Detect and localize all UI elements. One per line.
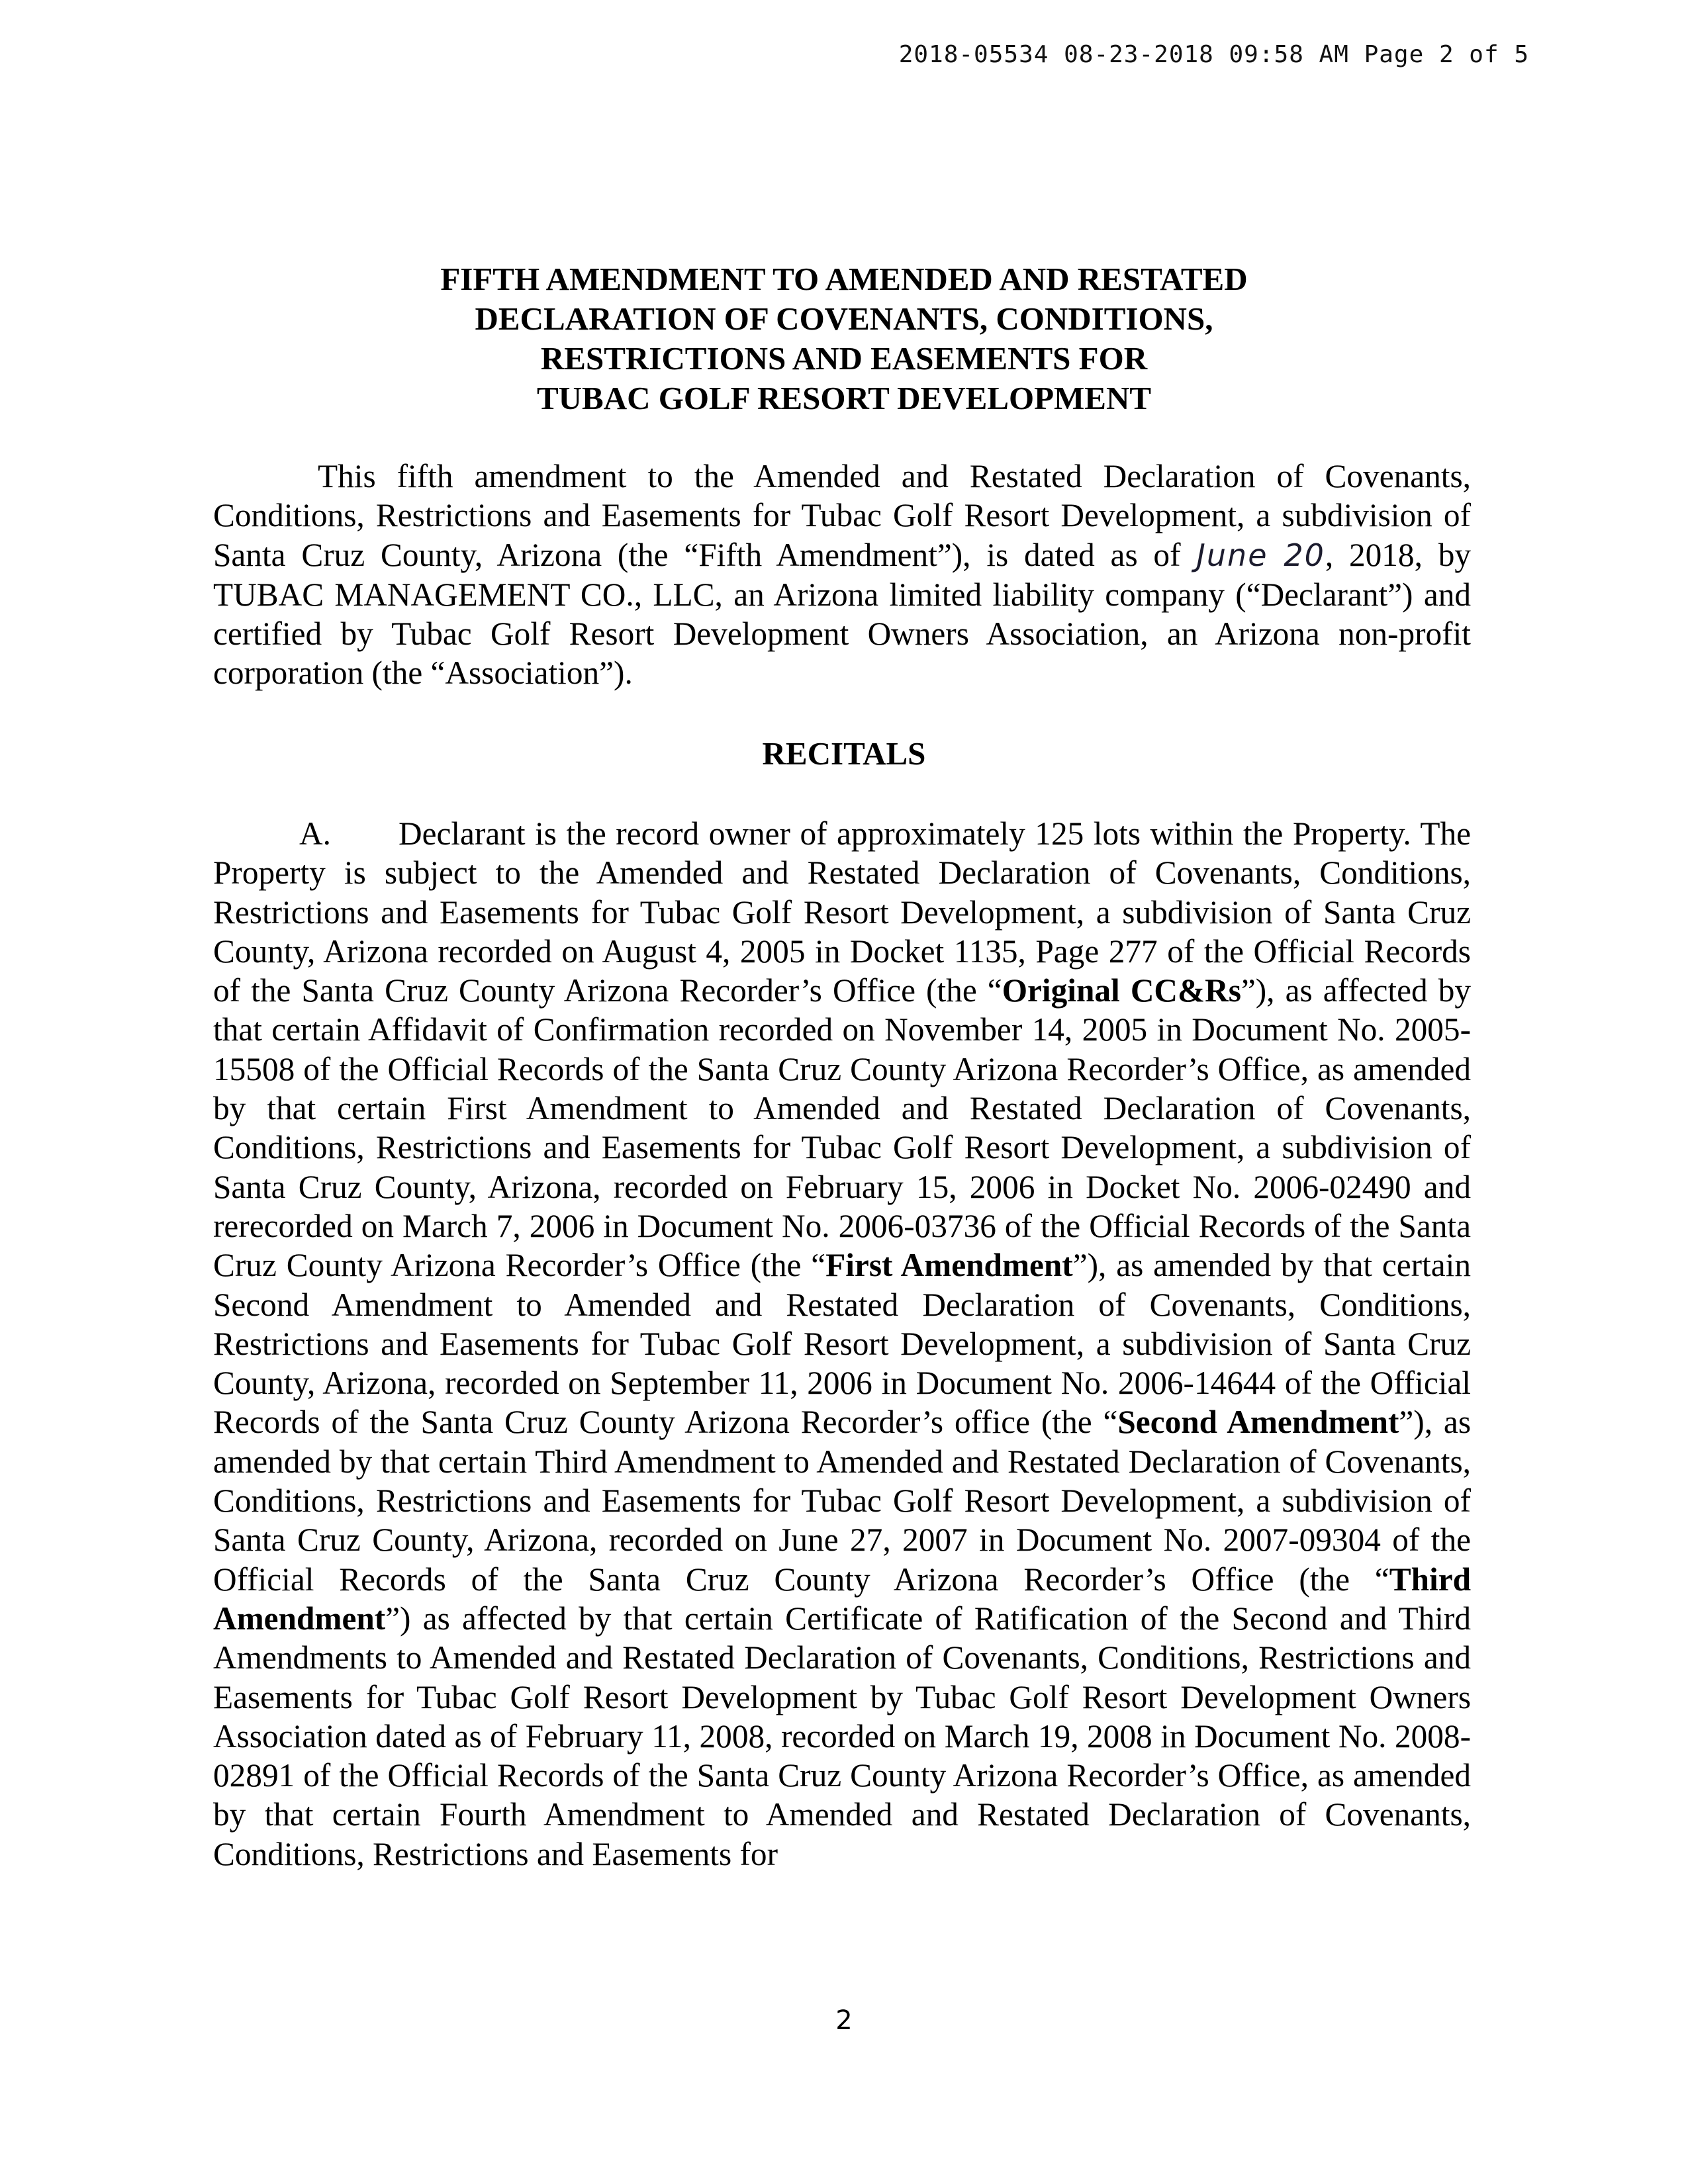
document-title: [0, 259, 1688, 418]
defined-term-original-ccrs: Original CC&Rs: [1002, 972, 1241, 1009]
recital-text: Declarant is the record owner of approximately 125 lots within the Property. The Property is subject to the Amended and Restated Declaration of Covenants, Conditions, Restrictions and Easements for Tubac Golf Resort Development, a subdivision of Santa Cruz County, Arizona recorded on August 4, 2005 in Docket 1135, Page 277 of the Official Records of the Santa Cruz County Arizona Recorder’s Office (the “: [213, 815, 1471, 1009]
intro-paragraph: [213, 457, 1471, 693]
title-line: RESTRICTIONS AND EASEMENTS FOR: [540, 340, 1148, 377]
recital-text: ”), as amended by that certain Third Amendment to Amended and Restated Declaration of Covenants, Conditions, Restrictions and Easements for Tubac Golf Resort Development, a subdivision of Santa Cruz County, Arizona, recorded on June 27, 2007 in Document No. 2007-09304 of the Official Records of the Santa Cruz County Arizona Recorder’s Office (the “: [213, 1404, 1471, 1598]
title-line: TUBAC GOLF RESORT DEVELOPMENT: [536, 380, 1152, 416]
recital-letter: A.: [299, 815, 331, 852]
defined-term-first-amendment: First Amendment: [825, 1247, 1073, 1284]
recital-text: ”) as affected by that certain Certificate of Ratification of the Second and Third Amendments to Amended and Restated Declaration of Covenants, Conditions, Restrictions and Easements for Tubac Golf Resort Development by Tubac Golf Resort Development Owners Association dated as of February 11, 2008, recorded on March 19, 2008 in Document No. 2008-02891 of the Official Records of the Santa Cruz County Arizona Recorder’s Office, as amended by that certain Fourth Amendment to Amended and Restated Declaration of Covenants, Conditions, Restrictions and Easements for: [213, 1600, 1471, 1872]
handwritten-month: June: [1196, 537, 1268, 573]
title-line: DECLARATION OF COVENANTS, CONDITIONS,: [475, 300, 1213, 337]
defined-term-third-amendment: Third Amendment: [213, 1561, 1471, 1637]
title-line: FIFTH AMENDMENT TO AMENDED AND RESTATED: [440, 261, 1248, 297]
recital-a-paragraph: [213, 814, 1471, 1874]
intro-text-part1: This fifth amendment to the Amended and Restated Declaration of Covenants, Conditions, Restrictions and Easements for Tubac Golf Resort Development, a subdivision of Santa Cruz County, Arizona (the “Fifth Amendment”), is dated as of: [213, 458, 1471, 573]
recording-stamp: 2018-05534 08-23-2018 09:58 AM Page 2 of 5: [898, 41, 1529, 68]
recital-text: ”), as amended by that certain Second Amendment to Amended and Restated Declaration of Covenants, Conditions, Restrictions and Easements for Tubac Golf Resort Development, a subdivision of Santa Cruz County, Arizona, recorded on September 11, 2006 in Document No. 2006-14644 of the Official Records of the Santa Cruz County Arizona Recorder’s office (the “: [213, 1247, 1471, 1441]
recital-text: ”), as affected by that certain Affidavit of Confirmation recorded on November 14, 2005 in Document No. 2005-15508 of the Official Records of the Santa Cruz County Arizona Recorder’s Office, as amended by that certain First Amendment to Amended and Restated Declaration of Covenants, Conditions, Restrictions and Easements for Tubac Golf Resort Development, a subdivision of Santa Cruz County, Arizona, recorded on February 15, 2006 in Docket No. 2006-02490 and rerecorded on March 7, 2006 in Document No. 2006-03736 of the Official Records of the Santa Cruz County Arizona Recorder’s Office (the “: [213, 972, 1471, 1284]
defined-term-second-amendment: Second Amendment: [1117, 1404, 1399, 1441]
recitals-heading: RECITALS: [762, 735, 926, 772]
page-number: 2: [835, 2005, 853, 2036]
handwritten-day: 20: [1284, 537, 1325, 573]
intro-text-part2: , 2018, by TUBAC MANAGEMENT CO., LLC, an Arizona limited liability company (“Declarant”) and certified by Tubac Golf Resort Development Owners Association, an Arizona non-profit corporation (the “Association”).: [213, 536, 1472, 692]
